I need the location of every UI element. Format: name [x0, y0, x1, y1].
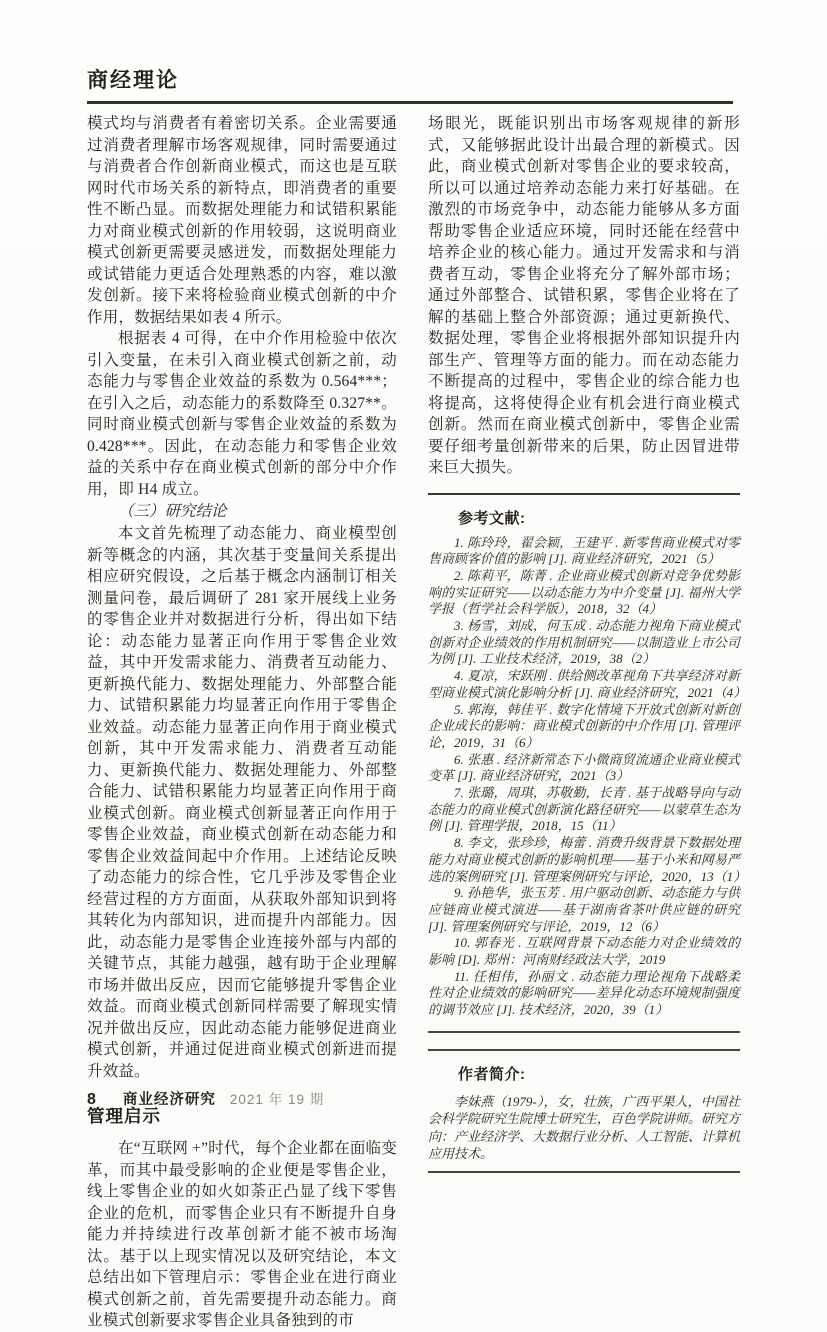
reference-item: 4. 夏凉，宋跃刚 . 供给侧改革视角下共享经济对新型商业模式演化影响分析 [J]. 商业经济研究，2021（4）	[428, 668, 747, 700]
section-header	[87, 64, 733, 104]
reference-item: 9. 孙艳华，张玉芳 . 用户驱动创新、动态能力与供应链商业模式演进——基于湖南省茶叶供应链的研究 [J]. 管理案例研究与评论，2019，12（6）	[428, 885, 740, 934]
reference-item: 1. 陈玲玲，翟会颖，王建平 . 新零售商业模式对零售商顾客价值的影响 [J]. 商业经济研究，2021（5）	[428, 534, 740, 567]
reference-item: 11. 任相伟，孙丽文 . 动态能力理论视角下战略柔性对企业绩效的影响研究——差异化动态环境规制强度的调节效应 [J]. 技术经济，2020，39（1）	[428, 968, 740, 1018]
left-column	[87, 113, 397, 1332]
author-box-bottom-rule	[428, 1171, 740, 1173]
references-list	[428, 534, 747, 1019]
references-title: 参考文献:	[458, 509, 526, 527]
heading-management-implications: 管理启示	[87, 1106, 161, 1126]
reference-item: 3. 杨雪，刘成，何玉成 . 动态能力视角下商业模式创新对企业绩效的作用机制研究——以制造业上市公司为例 [J]. 工业技术经济，2019，38（2）	[428, 618, 740, 667]
paragraph-management: 在“互联网 +”时代，每个企业都在面临变革，而其中最受影响的企业便是零售企业，线上零售企业的如火如荼正凸显了线下零售企业的危机，而零售企业只有不断提升自身能力并持续进行改革创新才能不被市场淘汰。基于以上现实情况以及研究结论，本文总结出如下管理启示：零售企业在进行商业模式创新之前，首先需要提升动态能力。商业模式创新要求零售企业具备独到的市	[87, 1140, 397, 1329]
author-title: 作者简介:	[458, 1065, 526, 1083]
reference-item: 7. 张璐，周琪，苏敬勤，长青 . 基于战略导向与动态能力的商业模式创新演化路径研究——以蒙草生态为例 [J]. 管理学报，2018，15（11）	[428, 785, 740, 834]
author-box-top-rule-outer	[428, 1031, 740, 1033]
journal-name: 商业经济研究	[122, 1092, 216, 1108]
page-number: 8	[87, 1091, 96, 1108]
subheading-research-conclusion: （三）研究结论	[118, 503, 227, 520]
paragraph-mediation-test: 根据表 4 可得，在中介作用检验中依次引入变量，在未引入商业模式创新之前，动态能力与零售企业效益的系数为 0.564***；在引入之后，动态能力的系数降至 0.327**。同时商业模式创新与零售企业效益的系数为 0.428***。因此，在动态能力和零售企业效益的关系中存在商业模式创新的部分中介作用，即 H4 成立。	[87, 330, 397, 498]
page-footer	[87, 1088, 324, 1109]
right-column	[428, 113, 747, 1173]
reference-item: 8. 李文，张珍珍，梅蕾 . 消费升级背景下数据处理能力对商业模式创新的影响机理——基于小米和网易严选的案例研究 [J]. 管理案例研究与评论，2020，13（1）	[428, 835, 747, 884]
reference-item: 5. 郭海，韩佳平 . 数字化情境下开放式创新对新创企业成长的影响：商业模式创新的中介作用 [J]. 管理评论，2019，31（6）	[428, 701, 740, 750]
author-bio: 李妹燕（1979-），女，壮族，广西平果人，中国社会科学院研究生院博士研究生，百色学院讲师。研究方向：产业经济学、大数据行业分析、人工智能、计算机应用技术。	[428, 1093, 741, 1162]
reference-item: 2. 陈莉平，陈菁 . 企业商业模式创新对竞争优势影响的实证研究——以动态能力为中介变量 [J]. 福州大学学报（哲学社会科学版），2018，32（4）	[428, 567, 740, 617]
reference-item: 10. 郭春光 . 互联网背景下动态能力对企业绩效的影响 [D]. 郑州：河南财经政法大学，2019	[428, 935, 740, 968]
author-box-top-rule-inner	[428, 1049, 740, 1051]
references-top-rule	[428, 493, 740, 495]
issue-label: 2021 年 19 期	[229, 1092, 325, 1107]
paragraph-continuation: 模式均与消费者有着密切关系。企业需要通过消费者理解市场客观规律，同时需要通过与消费者合作创新商业模式，而这也是互联网时代市场关系的新特点，即消费者的重要性不断凸显。而数据处理能力和试错积累能力对商业模式创新的作用较弱，这说明商业模式创新更需要灵感迸发，而数据处理能力或试错能力更适合处理熟悉的内容，难以激发创新。接下来将检验商业模式创新的中介作用，数据结果如表 4 所示。	[87, 115, 397, 326]
paragraph-conclusion: 本文首先梳理了动态能力、商业模型创新等概念的内涵，其次基于变量间关系提出相应研究假设，之后基于概念内涵制订相关测量问卷，最后调研了 281 家开展线上业务的零售企业并对数据进行分析，得出如下结论：动态能力显著正向作用于零售企业效益，其中开发需求能力、消费者互动能力、更新换代能力、数据处理能力、外部整合能力、试错积累能力均显著正向作用于零售企业效益。动态能力显著正向作用于商业模式创新，其中开发需求能力、消费者互动能力、更新换代能力、数据处理能力、外部整合能力、试错积累能力均显著正向作用于商业模式创新。商业模式创新显著正向作用于零售企业效益，商业模式创新在动态能力和零售企业效益间起中介作用。上述结论反映了动态能力的综合性，它几乎涉及零售企业经营过程的方方面面，从获取外部知识到将其转化为内部知识，进而提升内部能力。因此，动态能力是零售企业连接外部与内部的关键节点，其能力越强，越有助于企业理解市场并做出反应，因而它能够提升零售企业效益。而商业模式创新同样需要了解现实情况并做出反应，因此动态能力能够促进商业模式创新，并通过促进商业模式创新进而提升效益。	[87, 525, 397, 1080]
paragraph-continuation-right: 场眼光，既能识别出市场客观规律的新形式，又能够据此设计出最合理的新模式。因此，商业模式创新对零售企业的要求较高，所以可以通过培养动态能力来打好基础。在激烈的市场竞争中，动态能力能够从多方面帮助零售企业适应环境，同时还能在经营中培养企业的核心能力。通过开发需求和与消费者互动，零售企业将充分了解外部市场；通过外部整合、试错积累，零售企业将在了解的基础上整合外部资源；通过更新换代、数据处理，零售企业将根据外部知识提升内部生产、管理等方面的能力。而在动态能力不断提高的过程中，零售企业的综合能力也将提高，这将使得企业有机会进行商业模式创新。然而在商业模式创新中，零售企业需要仔细考量创新带来的后果，防止因冒进带来巨大损失。	[428, 115, 740, 476]
section-header-label: 商经理论	[87, 69, 179, 92]
reference-item: 6. 张惠 . 经济新常态下小微商贸流通企业商业模式变革 [J]. 商业经济研究，2021（3）	[428, 751, 740, 784]
